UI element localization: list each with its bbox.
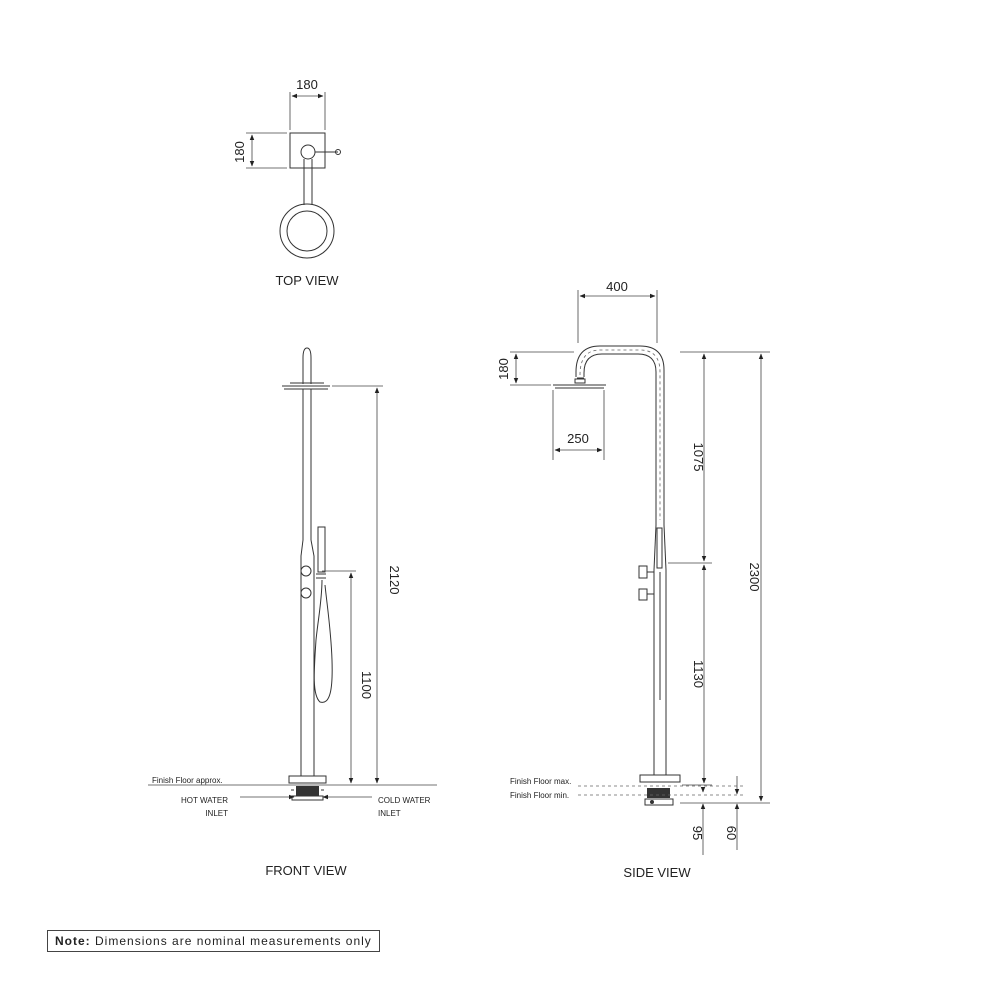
top-view [232,77,341,288]
side-floor-max-dimension: 60 [724,825,739,841]
cold-inlet-label: INLET [378,809,401,818]
front-view [148,348,437,878]
side-head-diameter-dimension: 250 [567,431,589,446]
top-view-column [301,145,315,159]
side-total-height-dimension: 2300 [747,562,762,592]
top-view-shower-head [280,204,334,258]
front-view-label: FRONT VIEW [265,863,347,878]
finish-floor-min-label: Finish Floor min. [510,791,570,800]
note-box [47,930,380,952]
side-view-hand-shower [657,528,662,568]
front-mixer-height-dimension: 1100 [359,671,374,699]
note-prefix: Note: [55,934,91,948]
side-view-label: SIDE VIEW [623,865,691,880]
side-arm-reach-dimension: 400 [606,279,628,294]
front-view-hose [314,580,332,702]
hot-water-label: HOT WATER [181,796,228,805]
hot-inlet-label: INLET [205,809,228,818]
top-view-label: TOP VIEW [275,273,339,288]
cold-water-label: COLD WATER [378,796,431,805]
side-lower-section-dimension: 1130 [691,660,706,688]
side-view-mixer-handle [639,566,647,578]
side-view-diverter-handle [639,589,647,600]
finish-floor-approx-label: Finish Floor approx. [152,776,223,785]
side-view [496,279,770,880]
front-view-column [303,348,311,384]
side-upper-section-dimension: 1075 [691,442,706,472]
front-view-diverter-knob [301,588,311,598]
side-head-thickness-dimension: 180 [496,358,511,380]
side-view-arm [576,346,664,525]
top-width-dimension: 180 [296,77,318,92]
side-floor-min-dimension: 95 [690,825,705,841]
front-view-mixer-knob [301,566,311,576]
front-head-height-dimension: 2120 [387,565,402,595]
top-view-base-plate [290,133,325,168]
front-view-hand-shower [318,527,325,572]
finish-floor-max-label: Finish Floor max. [510,777,572,786]
note-text: Dimensions are nominal measurements only [95,934,372,948]
top-depth-dimension: 180 [232,141,247,163]
